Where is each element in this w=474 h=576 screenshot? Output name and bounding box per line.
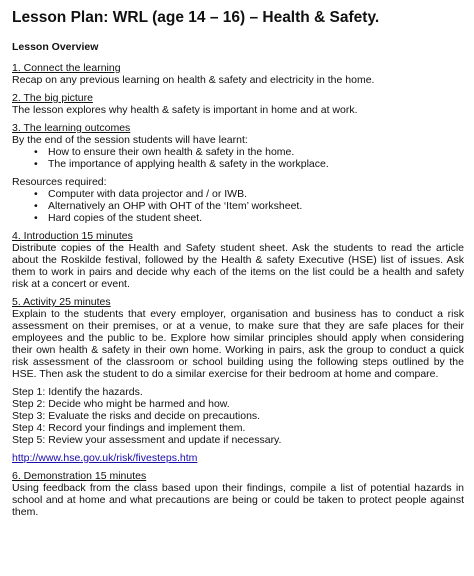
steps-list (12, 386, 464, 446)
outcomes-list (12, 146, 464, 170)
section-big-picture (12, 92, 464, 116)
section-learning-outcomes (12, 122, 464, 170)
list-item: Step 2: Decide who might be harmed and how. (12, 398, 230, 410)
list-item: • Hard copies of the student sheet. (34, 212, 203, 224)
section-heading: 1. Connect the learning (12, 62, 121, 74)
section-text: Using feedback from the class based upon their findings, compile a list of potential hazards in school and at home and what precautions are being or could be taken to protect people against them. (12, 482, 464, 518)
bullet-icon: • (34, 158, 38, 170)
section-heading: 6. Demonstration 15 minutes (12, 470, 147, 482)
document-title: Lesson Plan: WRL (age 14 – 16) – Health & Safety. (12, 9, 380, 26)
section-heading: 3. The learning outcomes (12, 122, 131, 134)
section-heading: Resources required: (12, 176, 107, 188)
bullet-icon: • (34, 200, 38, 212)
bullet-icon: • (34, 212, 38, 224)
document-page (12, 9, 464, 524)
section-resources (12, 176, 464, 224)
resources-list (12, 188, 464, 224)
section-introduction (12, 230, 464, 290)
section-heading: 5. Activity 25 minutes (12, 296, 111, 308)
list-item: • Computer with data projector and / or IWB. (34, 188, 248, 200)
section-intro: By the end of the session students will have learnt: (12, 134, 248, 146)
section-demonstration (12, 470, 464, 518)
hse-five-steps-link[interactable]: http://www.hse.gov.uk/risk/fivesteps.htm (12, 452, 198, 464)
section-text: Recap on any previous learning on health & safety and electricity in the home. (12, 74, 375, 86)
list-item: • How to ensure their own health & safety in the home. (34, 146, 295, 158)
list-item: • The importance of applying health & safety in the workplace. (34, 158, 329, 170)
section-heading: 2. The big picture (12, 92, 93, 104)
list-item: Step 4: Record your findings and implement them. (12, 422, 246, 434)
list-item: • Alternatively an OHP with OHT of the ‘Item’ worksheet. (34, 200, 303, 212)
section-connect-learning (12, 62, 464, 86)
bullet-icon: • (34, 146, 38, 158)
bullet-icon: • (34, 188, 38, 200)
section-activity (12, 296, 464, 464)
section-text: Distribute copies of the Health and Safety student sheet. Ask the students to read the article about the Roskilde festival, followed by the Health & safety Executive (HSE) list of issues. Ask them to work in pairs and decide why each of the items on the list could be a health and safety risk at a concert or event. (12, 242, 464, 290)
section-text: The lesson explores why health & safety is important in home and at work. (12, 104, 358, 116)
list-item: Step 1: Identify the hazards. (12, 386, 143, 398)
list-item: Step 5: Review your assessment and update if necessary. (12, 434, 282, 446)
section-text: Explain to the students that every employer, organisation and business has to conduct a risk assessment on their premises, or at a venue, to make sure that they are safe places for their employees and the public to be. Explore how similar principles should apply when considering their own health & safety in their own home. Working in pairs, ask the group to conduct a quick risk assessment of the classroom or school building using the following steps outlined by the HSE. Then ask the student to do a similar exercise for their bedroom at home and compare. (12, 308, 464, 380)
list-item: Step 3: Evaluate the risks and decide on precautions. (12, 410, 261, 422)
section-heading: 4. Introduction 15 minutes (12, 230, 133, 242)
overview-heading: Lesson Overview (12, 41, 99, 53)
